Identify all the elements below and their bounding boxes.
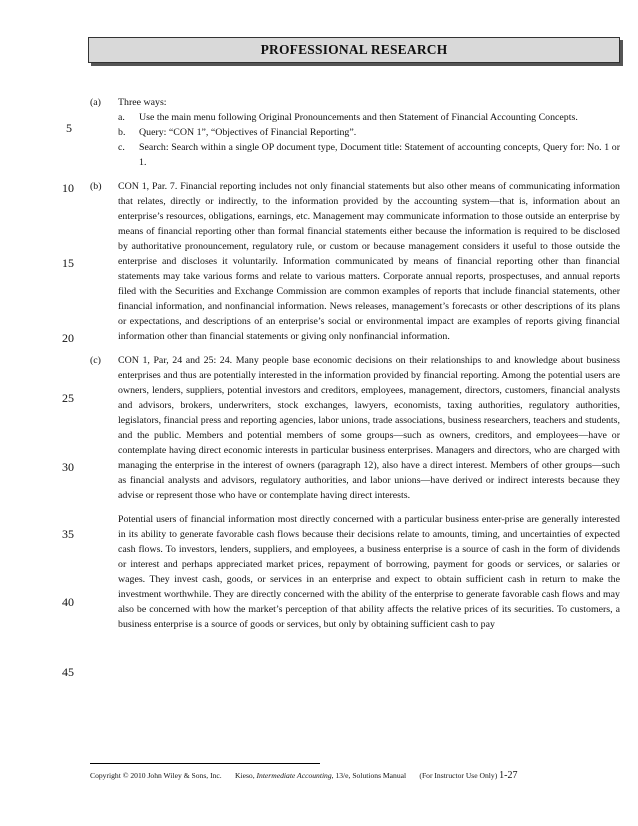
list-item bbox=[118, 110, 620, 125]
section-label: (b) bbox=[90, 181, 102, 192]
list-item bbox=[118, 125, 620, 140]
section-b bbox=[90, 179, 620, 344]
list-item-label: c. bbox=[118, 142, 125, 153]
list-item-text: Use the main menu following Original Pronouncements and then Statement of Financial Accounting Concepts. bbox=[139, 112, 578, 123]
list-item-text: Query: “CON 1”, “Objectives of Financial Reporting”. bbox=[139, 127, 357, 138]
footer-rule bbox=[90, 763, 320, 764]
footer-book-prefix: Kieso, bbox=[234, 771, 257, 780]
line-number: 5 bbox=[66, 121, 72, 135]
footer-copyright: Copyright © 2010 John Wiley & Sons, Inc. bbox=[90, 771, 222, 780]
page-footer bbox=[90, 771, 620, 781]
line-number: 10 bbox=[62, 181, 74, 195]
answer-content bbox=[90, 95, 620, 632]
line-number: 20 bbox=[62, 331, 74, 345]
line-number: 45 bbox=[62, 665, 74, 679]
line-number: 40 bbox=[62, 595, 74, 609]
section-label: (a) bbox=[90, 97, 101, 108]
line-number: 25 bbox=[62, 391, 74, 405]
page-number: 1-27 bbox=[499, 770, 518, 781]
list-item-label: b. bbox=[118, 127, 126, 138]
footer-book-title: Intermediate Accounting bbox=[256, 771, 332, 780]
section-text: CON 1, Par, 24 and 25: 24. Many people base economic decisions on their relationships to and knowledge about business enterprises and thus are potentially interested in the information provided by financial reporting. Among the potential users are owners, lenders, suppliers, potential investors and creditors, employees, management, directors, customers, financial analysts and advisors, brokers, underwriters, stock exchanges, lawyers, economists, taxing authorities, regulatory authorities, legislators, financial press and reporting agencies, labor unions, trade associations, business researchers, teachers and students, and the public. Members and potential members of some groups—such as owners, creditors, and employees—have or contemplate having direct economic interests in particular business enterprises. Managers and directors, who are charged with managing the enterprise in the interest of owners (paragraph 12), also have a direct interest. Members of other groups—such as financial analysts and advisors, regulatory authorities, and labor unions—have derived or indirect interests because they advise or represent those who have or contemplate having direct interests. bbox=[118, 355, 620, 501]
section-text: CON 1, Par. 7. Financial reporting includes not only financial statements but also other means of communicating information that relates, directly or indirectly, to the information provided by the accounting system—that is, information about an enterprise’s resources, obligations, earnings, etc. Management may communicate information to those outside an enterprise by means of financial reporting other than formal financial statements either because the information is required to be disclosed by authoritative pronouncement, regulatory rule, or custom or because management considers it useful to those outside the enterprise and discloses it voluntarily. Information communicated by means of financial reporting other than financial statements may take various forms and relate to various matters. Corporate annual reports, prospectuses, and annual reports filed with the Securities and Exchange Commission are common examples of reports that include financial statements, other financial information, and nonfinancial information. News releases, management’s forecasts or other descriptions of its plans or expectations, and descriptions of an enterprise’s social or environmental impact are examples of reports giving financial information other than financial statements or giving only nonfinancial information. bbox=[118, 181, 620, 342]
line-number: 15 bbox=[62, 256, 74, 270]
line-number: 35 bbox=[62, 527, 74, 541]
list-item bbox=[118, 140, 620, 170]
line-number: 30 bbox=[62, 460, 74, 474]
section-label: (c) bbox=[90, 355, 101, 366]
list-item-label: a. bbox=[118, 112, 125, 123]
footer-use-note: (For Instructor Use Only) bbox=[419, 771, 498, 780]
page-title: PROFESSIONAL RESEARCH bbox=[88, 37, 620, 63]
footer-book-suffix: , 13/e, Solutions Manual bbox=[331, 771, 407, 780]
list-item-text: Search: Search within a single OP document type, Document title: Statement of accounting concepts, Query for: No. 1 or 1. bbox=[139, 142, 620, 168]
section-intro: Three ways: bbox=[118, 97, 167, 108]
section-c bbox=[90, 353, 620, 503]
section-c-paragraph-2: Potential users of financial information most directly concerned with a particular business enter-prise are generally interested in its ability to generate favorable cash flows because their decisions relate to amounts, timing, and uncertainties of expected cash flows. To investors, lenders, suppliers, and employees, a business enterprise is a source of cash in the form of dividends or interest and perhaps appreciated market prices, repayment of borrowing, payment for goods or services, or salaries or wages. They invest cash, goods, or services in an enterprise and expect to obtain sufficient cash in return to make the investment worthwhile. They are directly concerned with the ability of the enterprise to generate favorable cash flows and may also be concerned with how the market’s perception of that ability affects the relative prices of its securities. To customers, a business enterprise is a source of goods or services, but only by obtaining sufficient cash to pay bbox=[118, 514, 620, 630]
section-a bbox=[90, 95, 620, 170]
